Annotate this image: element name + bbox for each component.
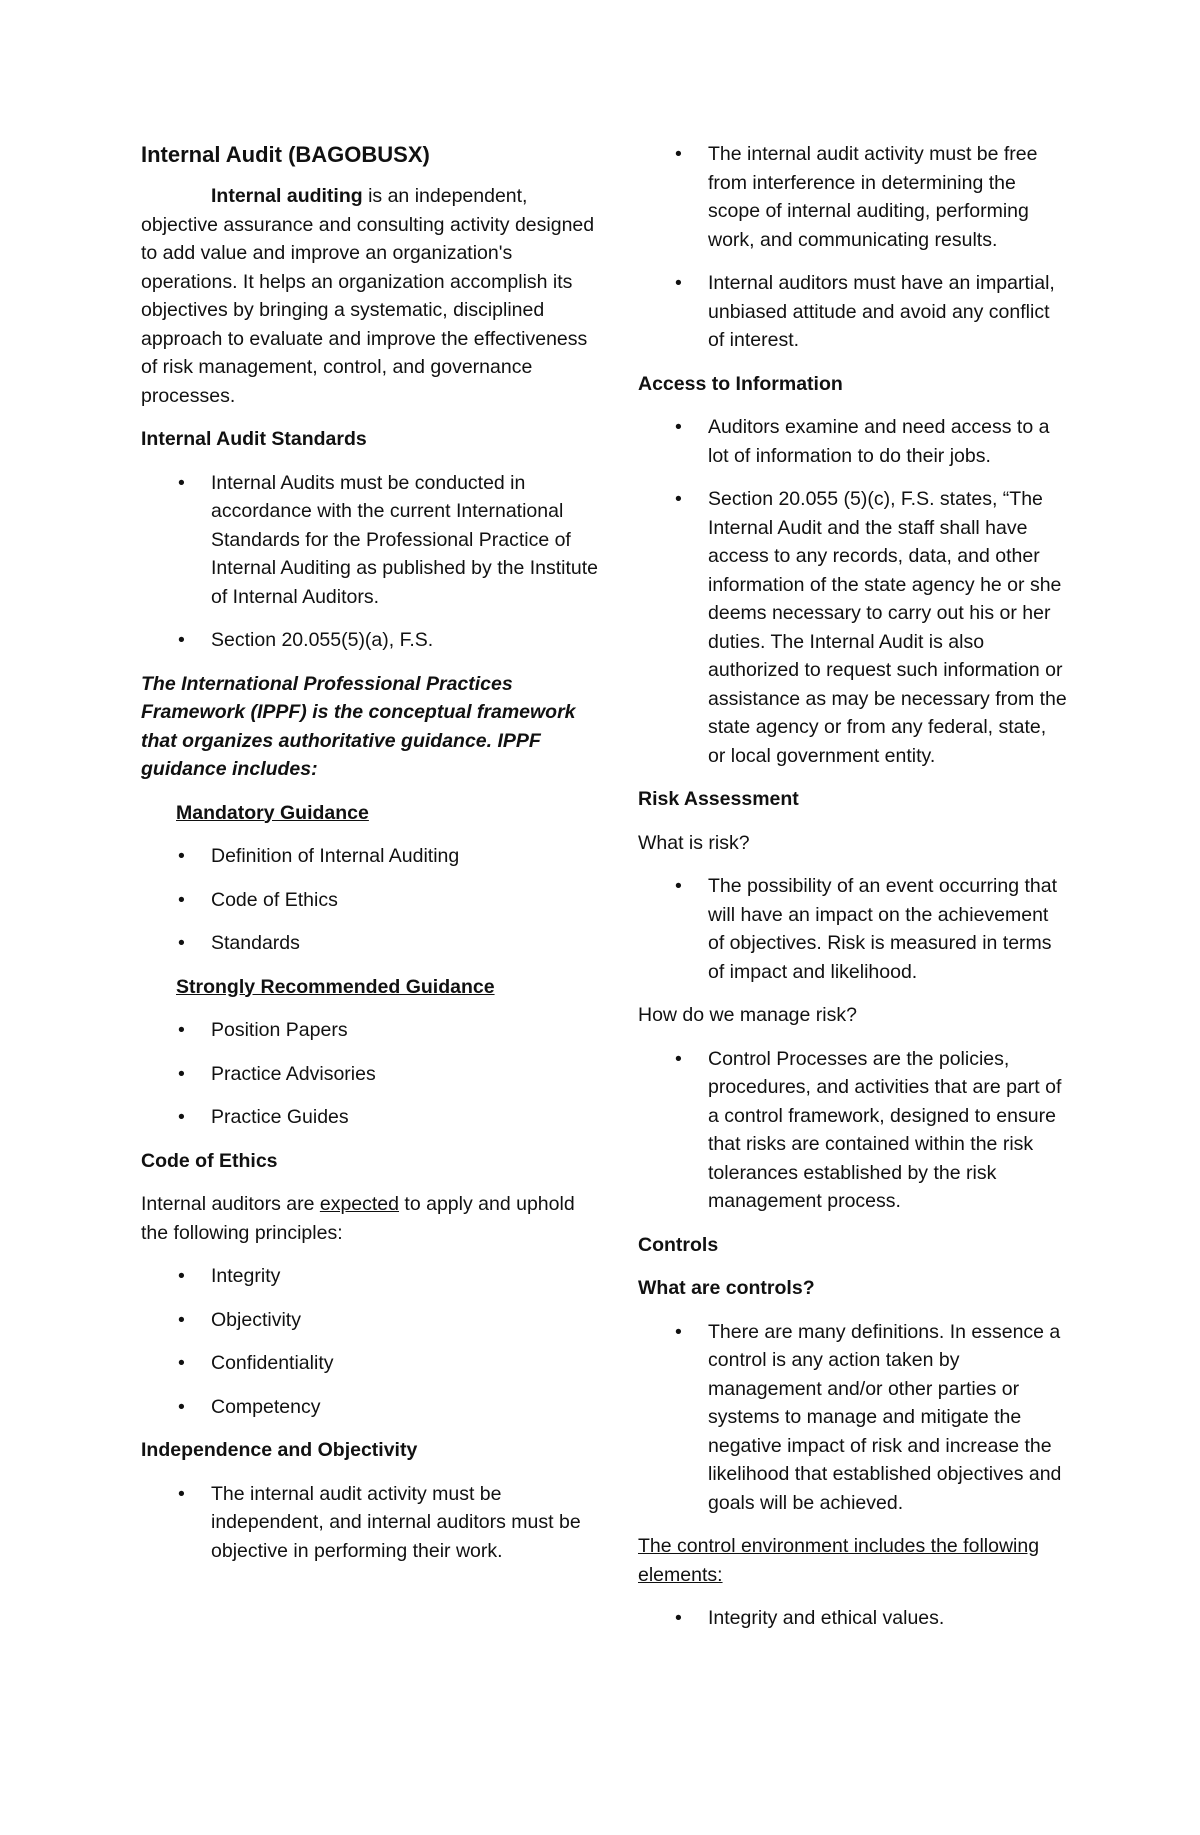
ethics-list xyxy=(141,1262,601,1421)
list-item: • Definition of Internal Auditing xyxy=(141,842,601,871)
list-item: • Integrity xyxy=(141,1262,601,1291)
list-item: • Standards xyxy=(141,929,601,958)
risk-heading: Risk Assessment xyxy=(638,788,799,810)
list-item: • The internal audit activity must be free from interference in determining the scope of internal auditing, performing work, and communicating results. xyxy=(638,140,1068,254)
list-item: • Section 20.055(5)(a), F.S. xyxy=(141,626,601,655)
recommended-list xyxy=(141,1016,601,1132)
access-list xyxy=(638,413,1068,770)
standards-heading: Internal Audit Standards xyxy=(141,428,367,450)
environment-list xyxy=(638,1604,1068,1633)
list-item: • Internal Audits must be conducted in accordance with the current International Standards for the Professional Practice of Internal Auditing as published by the Institute of Internal Auditors. xyxy=(141,469,601,612)
list-item: • Objectivity xyxy=(141,1306,601,1335)
list-item: • Practice Guides xyxy=(141,1103,601,1132)
ippf-paragraph: The International Professional Practices Framework (IPPF) is the conceptual framework that organizes authoritative guidance. IPPF guidance includes: xyxy=(141,672,576,780)
intro-term: Internal auditing xyxy=(211,185,363,207)
list-item: • Practice Advisories xyxy=(141,1060,601,1089)
manage-risk-list xyxy=(638,1045,1068,1216)
list-item: • Competency xyxy=(141,1393,601,1422)
mandatory-heading: Mandatory Guidance xyxy=(176,801,369,824)
controls-question: What are controls? xyxy=(638,1277,815,1299)
independence-list xyxy=(141,1480,601,1566)
controls-list xyxy=(638,1318,1068,1518)
list-item: • Internal auditors must have an impartial, unbiased attitude and avoid any conflict of interest. xyxy=(638,269,1068,355)
list-item: • Code of Ethics xyxy=(141,886,601,915)
ethics-intro xyxy=(141,1190,601,1247)
left-column xyxy=(141,140,601,1580)
environment-heading: The control environment includes the following elements: xyxy=(638,1535,1040,1586)
ethics-intro-post: to apply and uphold the following principles: xyxy=(141,1193,575,1244)
risk-list xyxy=(638,872,1068,986)
independence-list-continued xyxy=(638,140,1068,355)
standards-list xyxy=(141,469,601,655)
list-item: • Integrity and ethical values. xyxy=(638,1604,1068,1633)
recommended-heading: Strongly Recommended Guidance xyxy=(176,975,495,998)
intro-text: is an independent, objective assurance and consulting activity designed to add value and improve an organization's operations. It helps an organization accomplish its objectives by bringing a systematic, disciplined approach to evaluate and improve the effectiveness of risk management, control, and governance processes. xyxy=(141,185,595,407)
list-item: • Section 20.055 (5)(c), F.S. states, “The Internal Audit and the staff shall have access to any records, data, and other information of the state agency he or she deems necessary to carry out his or her duties. The Internal Audit is also authorized to request such information or assistance as may be necessary from the state agency or from any federal, state, or local government entity. xyxy=(638,485,1068,770)
independence-heading: Independence and Objectivity xyxy=(141,1439,418,1461)
manage-risk-question: How do we manage risk? xyxy=(638,1004,857,1026)
risk-question: What is risk? xyxy=(638,831,750,854)
list-item: • There are many definitions. In essence a control is any action taken by management and/or other parties or systems to manage and mitigate the negative impact of risk and increase the likelihood that established objectives and goals will be achieved. xyxy=(638,1318,1068,1518)
intro-paragraph xyxy=(141,182,601,410)
document-title: Internal Audit (BAGOBUSX) xyxy=(141,142,430,167)
ethics-intro-emphasis: expected xyxy=(319,1193,400,1215)
ethics-heading: Code of Ethics xyxy=(141,1149,278,1172)
mandatory-list xyxy=(141,842,601,958)
list-item: • Control Processes are the policies, procedures, and activities that are part of a control framework, designed to ensure that risks are contained within the risk tolerances established by the risk management process. xyxy=(638,1045,1068,1216)
list-item: • Auditors examine and need access to a lot of information to do their jobs. xyxy=(638,413,1068,470)
ethics-intro-pre: Internal auditors are xyxy=(141,1193,320,1215)
access-heading: Access to Information xyxy=(638,372,843,395)
right-column xyxy=(638,140,1068,1648)
list-item: • Position Papers xyxy=(141,1016,601,1045)
list-item: • Confidentiality xyxy=(141,1349,601,1378)
list-item: • The possibility of an event occurring that will have an impact on the achievement of objectives. Risk is measured in terms of impact and likelihood. xyxy=(638,872,1068,986)
list-item: • The internal audit activity must be independent, and internal auditors must be objective in performing their work. xyxy=(141,1480,601,1566)
controls-heading: Controls xyxy=(638,1233,719,1256)
